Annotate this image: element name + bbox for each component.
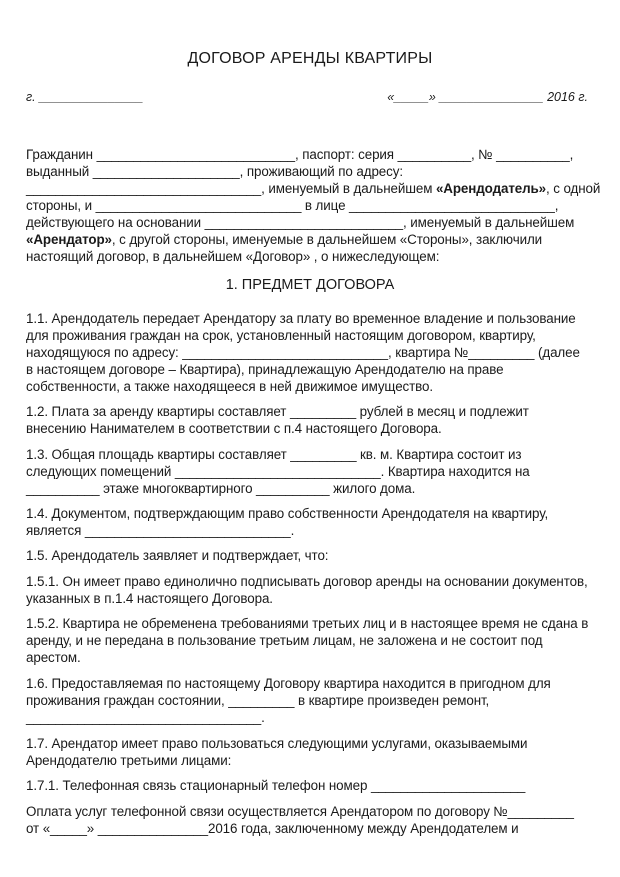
- clause-line: 1.6. Предоставляемая по настоящему Договору квартира находится в пригодном для: [26, 676, 551, 691]
- clause-line: является ____________________________.: [26, 523, 295, 538]
- preamble-line: ________________________________, именуемый в дальнейшем «Арендодатель», с одной: [26, 181, 601, 196]
- party-role: «Арендатор»: [26, 232, 112, 247]
- clause-line: 1.5.2. Квартира не обременена требованиями третьих лиц и в настоящее время не сдана в: [26, 616, 589, 631]
- clause-line: ________________________________.: [26, 710, 265, 725]
- clause-line: 1.7. Арендатор имеет право пользоваться следующими услугами, оказываемыми: [26, 736, 528, 751]
- preamble-line: стороны, и ____________________________ в лице ____________________________,: [26, 198, 559, 213]
- date-field: «_____» _______________ 2016 г.: [387, 90, 588, 104]
- clause-line: находящуюся по адресу: ____________________________, квартира №_________ (далее: [26, 345, 580, 360]
- clause-line: Арендодателю третьими лицами:: [26, 753, 232, 768]
- preamble-line: выданный ____________________, проживающий по адресу:: [26, 164, 403, 179]
- clause-line: 1.5. Арендодатель заявляет и подтверждает, что:: [26, 548, 329, 563]
- clause-line: проживания граждан состоянии, _________ в квартире произведен ремонт,: [26, 693, 490, 708]
- preamble-line: «Арендатор», с другой стороны, именуемые в дальнейшем «Стороны», заключили: [26, 232, 543, 247]
- clause-line: 1.2. Плата за аренду квартиры составляет _________ рублей в месяц и подлежит: [26, 404, 529, 419]
- clause-line: __________ этаже многоквартирного __________ жилого дома.: [26, 481, 416, 496]
- clause-line: 1.1. Арендодатель передает Арендатору за плату во временное владение и пользование: [26, 311, 576, 326]
- clause-line: внесению Нанимателем в соответствии с п.4 настоящего Договора.: [26, 421, 442, 436]
- clause-line: 1.4. Документом, подтверждающим право собственности Арендодателя на квартиру,: [26, 506, 549, 521]
- preamble-line: настоящий договор, в дальнейшем «Договор» , о нижеследующем:: [26, 249, 440, 264]
- document-title: ДОГОВОР АРЕНДЫ КВАРТИРЫ: [187, 50, 433, 67]
- clause-line: в настоящем договоре – Квартира), принадлежащую Арендодателю на праве: [26, 362, 504, 377]
- clause-line: аренду, и не передана в пользование третьим лицам, не заложена и не состоит под: [26, 633, 543, 648]
- clause-line: указанных в п.1.4 настоящего Договора.: [26, 591, 273, 606]
- clause-line: следующих помещений ____________________________. Квартира находится на: [26, 464, 530, 479]
- clause-line: собственности, а также находящееся в ней движимое имущество.: [26, 379, 433, 394]
- city-field: г. _______________: [26, 90, 144, 104]
- clause-line: 1.3. Общая площадь квартиры составляет _________ кв. м. Квартира состоит из: [26, 447, 522, 462]
- clause-line: 1.7.1. Телефонная связь стационарный телефон номер _____________________: [26, 778, 526, 793]
- clause-line: арестом.: [26, 650, 81, 665]
- party-role: «Арендодатель»: [435, 181, 547, 196]
- preamble-line: действующего на основании ___________________________, именуемый в дальнейшем: [26, 215, 575, 230]
- clause-line: для проживания граждан на срок, установленный настоящим договором, квартиру,: [26, 328, 536, 343]
- clause-line: 1.5.1. Он имеет право единолично подписывать договор аренды на основании документов,: [26, 574, 588, 589]
- preamble-line: Гражданин ___________________________, паспорт: серия __________, № __________,: [26, 147, 574, 162]
- clause-line: от «_____» _______________2016 года, заключенному между Арендодателем и: [26, 821, 519, 836]
- clause-line: Оплата услуг телефонной связи осуществляется Арендатором по договору №_________: [26, 804, 574, 819]
- section-title: 1. ПРЕДМЕТ ДОГОВОРА: [225, 277, 395, 293]
